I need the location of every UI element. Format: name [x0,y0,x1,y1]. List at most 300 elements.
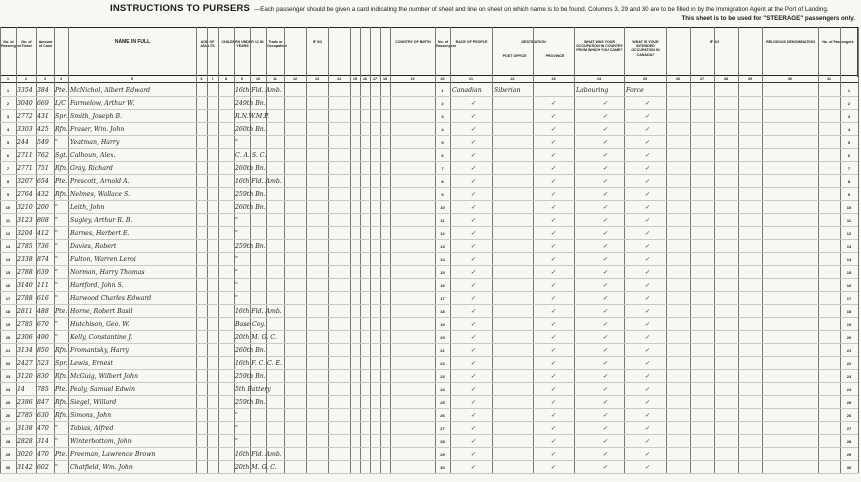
province-check: ✓ [550,204,556,211]
intended-check: ✓ [644,256,650,263]
rank-prefix: Pte. [55,386,68,393]
intended-check: ✓ [644,126,650,133]
ticket-number: 3120 [17,373,33,380]
province-check: ✓ [550,191,556,198]
province-check: ✓ [550,425,556,432]
rank-prefix: " [55,204,58,211]
table-row [0,149,858,162]
province-check: ✓ [550,386,556,393]
intended-check: ✓ [644,347,650,354]
column-number: 24 [597,77,601,81]
province-check: ✓ [550,464,556,471]
column-number: 11 [273,77,277,81]
table-row [0,188,858,201]
row-number-end: 22 [846,361,852,366]
rank-prefix: " [55,243,58,250]
table-row [0,370,858,383]
military-unit: 260th Bn. [235,204,266,211]
row-number: 24 [5,387,11,392]
table-row [0,461,858,474]
row-number-end: 27 [846,426,852,431]
header-intended: WHAT IS YOUR INTENDED OCCUPATION IN CANADA? [624,28,666,77]
cash-amount: 425 [37,126,49,133]
row-number-end: 6 [847,153,851,158]
row-number-end: 4 [847,127,851,132]
row-number: 1 [6,88,10,93]
header-blank [54,28,68,77]
row-number-repeat: 14 [440,257,445,262]
column-number: 7 [211,77,214,81]
column-number: 19 [410,77,415,81]
race-check: ✓ [470,256,476,263]
passenger-name: Pealy, Samuel Edwin [70,386,135,393]
intended-check: ✓ [644,438,650,445]
header-no-passenger-3: No. of Passengers [818,28,858,77]
occupation-check: ✓ [602,191,608,198]
race-check: ✓ [470,191,476,198]
intended-check: ✓ [644,334,650,341]
row-number-repeat: 28 [440,439,445,444]
column-number: 20 [440,77,445,81]
column-number: 1 [7,77,9,81]
race-check: ✓ [470,386,476,393]
province-check: ✓ [550,152,556,159]
column-number: 28 [724,77,728,81]
military-unit: 260th Bn. [235,126,266,133]
row-number-repeat: 24 [440,387,445,392]
rank-prefix: Rfn. [55,373,68,380]
province-check: ✓ [550,438,556,445]
table-row [0,162,858,175]
passenger-name: McNichol, Albert Edward [70,87,151,94]
military-unit: R.N.W.M.P. [235,113,270,120]
cash-amount: 111 [37,282,49,289]
intended-check: ✓ [644,100,650,107]
ticket-number: 3040 [17,100,33,107]
race-check: ✓ [470,438,476,445]
rank-prefix: Rfn. [55,191,68,198]
row-number-repeat: 4 [441,127,444,132]
row-number-end: 8 [847,179,851,184]
ticket-number: 2386 [17,399,33,406]
ticket-number: 2828 [17,438,33,445]
row-number: 22 [5,361,11,366]
race-check: ✓ [470,451,476,458]
cash-amount: 850 [37,347,49,354]
row-number-repeat: 8 [441,179,444,184]
row-number: 14 [5,257,11,262]
province-check: ✓ [550,139,556,146]
cash-amount: 470 [37,451,49,458]
passenger-name: Simons, John [70,412,112,419]
table-row [0,305,858,318]
table-row [0,136,858,149]
row-number: 8 [6,179,10,184]
rank-prefix: " [55,438,58,445]
race-check: ✓ [470,464,476,471]
table-row [0,357,858,370]
intended-check: ✓ [644,386,650,393]
military-unit: 259th Bn. [235,373,266,380]
intended-check: ✓ [644,412,650,419]
race-check: ✓ [470,113,476,120]
rank-prefix: " [55,425,58,432]
row-number-end: 1 [847,88,851,93]
instructions-text: —Each passenger should be given a card indicating the number of sheet and line on sheet on which name is to be found. Columns 3, 29 and 30 are to be filled in by the Immigration Agent at the Port of Landing. [254,6,829,13]
military-unit: 20th M. G. C. [235,334,277,341]
passenger-name: Norman, Harry Thomas [70,269,145,276]
military-unit: 16th Fld. Amb. [235,87,282,94]
post-office-label: POST OFFICE [502,54,527,59]
column-number: 27 [700,77,704,81]
military-unit: Base Coy. [235,321,266,328]
table-row [0,331,858,344]
rank-prefix: " [55,282,58,289]
row-number-repeat: 1 [441,88,444,93]
cash-amount: 314 [37,438,49,445]
column-number: 5 [131,77,133,81]
ticket-number: 2427 [17,360,33,367]
occupation-check: ✓ [602,230,608,237]
intended-check: ✓ [644,165,650,172]
row-number: 30 [5,465,11,470]
column-number: 21 [469,77,473,81]
province-check: ✓ [550,178,556,185]
ticket-number: 3020 [17,451,33,458]
header-if-so-2: IF SO [666,28,762,77]
occupation-check: ✓ [602,152,608,159]
intended-check: ✓ [644,269,650,276]
row-number-end: 11 [846,218,852,223]
ticket-number: 14 [17,386,25,393]
occupation-check: ✓ [602,321,608,328]
rank-prefix: Rfn. [55,399,68,406]
row-number-repeat: 25 [440,400,445,405]
race-check: ✓ [470,425,476,432]
rank-prefix: Rfn. [55,347,68,354]
column-number: 10 [256,77,260,81]
row-number-repeat: 2 [441,101,444,106]
table-row [0,201,858,214]
race-check: ✓ [470,399,476,406]
passenger-name: Horne, Robert Basil [70,308,133,315]
column-number: 6 [200,77,203,81]
occupation-check: ✓ [602,139,608,146]
military-unit: " [235,282,238,289]
rank-prefix: " [55,256,58,263]
race-check: ✓ [470,178,476,185]
row-number-repeat: 29 [440,452,445,457]
cash-amount: 470 [37,425,49,432]
province-check: ✓ [550,451,556,458]
occupation-check: ✓ [602,204,608,211]
row-number-end: 20 [846,335,852,340]
ticket-number: 244 [17,139,29,146]
passenger-name: Siegel, Willard [70,399,117,406]
military-unit: " [235,269,238,276]
military-unit: " [235,139,238,146]
passenger-name: Prescott, Arnold A. [70,178,130,185]
rank-prefix: Pte. [55,308,68,315]
occupation-check: ✓ [602,438,608,445]
row-number-repeat: 10 [440,205,445,210]
rank-prefix: " [55,295,58,302]
ticket-number: 2788 [17,295,33,302]
header-occupation: WHAT WAS YOUR OCCUPATION IN COUNTRY FROM WHICH YOU CAME? [574,28,624,77]
military-unit: " [235,217,238,224]
table-row [0,253,858,266]
occupation-check: ✓ [602,412,608,419]
column-number-row [0,76,858,83]
occupation-value: Labouring [576,87,609,94]
column-number: 23 [551,77,556,81]
column-number: 3 [44,77,46,81]
header-cash: Amount of Cash [36,28,54,77]
race-check: ✓ [470,269,476,276]
military-unit: 259th Bn. [235,399,266,406]
row-number-repeat: 22 [440,361,445,366]
intended-value: Force [626,87,644,94]
race-check: ✓ [470,412,476,419]
province-check: ✓ [550,399,556,406]
cash-amount: 654 [37,178,49,185]
province-check: ✓ [550,269,556,276]
military-unit: " [235,256,238,263]
row-number-end: 19 [846,322,852,327]
intended-check: ✓ [644,139,650,146]
military-unit: 16th Fld. Amb. [235,178,282,185]
ticket-number: 3123 [17,217,33,224]
cash-amount: 488 [37,308,49,315]
intended-check: ✓ [644,308,650,315]
column-number: 9 [241,77,243,81]
row-number-end: 28 [846,439,852,444]
column-number: 22 [510,77,515,81]
column-number: 13 [315,77,319,81]
province-check: ✓ [550,321,556,328]
row-number-repeat: 19 [440,322,445,327]
province-check: ✓ [550,230,556,237]
table-row [0,383,858,396]
passenger-name: Davies, Robert [70,243,117,250]
occupation-check: ✓ [602,165,608,172]
header-age-adults: AGE OF ADULTS [196,28,218,77]
column-number: 16 [363,77,367,81]
row-number-repeat: 12 [440,231,445,236]
intended-check: ✓ [644,451,650,458]
row-number-end: 17 [846,296,852,301]
column-number: 12 [293,77,297,81]
intended-check: ✓ [644,191,650,198]
row-number-end: 14 [846,257,852,262]
row-number-repeat: 13 [440,244,445,249]
occupation-check: ✓ [602,386,608,393]
passenger-name: Barnes, Herbert E. [70,230,130,237]
race-check: ✓ [470,100,476,107]
occupation-check: ✓ [602,425,608,432]
passenger-name: Smith, Joseph B. [70,113,122,120]
ticket-number: 2338 [17,256,33,263]
cash-amount: 847 [37,399,49,406]
ticket-number: 2785 [17,412,33,419]
table-row [0,344,858,357]
rank-prefix: " [55,334,58,341]
occupation-check: ✓ [602,295,608,302]
instructions-title: INSTRUCTIONS TO PURSERS [110,3,251,14]
province-check: ✓ [550,217,556,224]
military-unit: 259th Bn. [235,243,266,250]
row-number-end: 29 [846,452,852,457]
table-row [0,279,858,292]
passenger-name: Kelly, Constantine J. [70,334,133,341]
ticket-number: 2788 [17,269,33,276]
row-number-end: 23 [846,374,852,379]
row-number: 7 [6,166,10,171]
province-check: ✓ [550,256,556,263]
row-number-end: 13 [846,244,852,249]
ticket-number: 2811 [17,308,33,315]
ticket-number: 3142 [17,464,33,471]
row-number-end: 26 [846,413,852,418]
passenger-name: Gray, Richard [70,165,113,172]
intended-check: ✓ [644,321,650,328]
row-number-end: 7 [847,166,851,171]
column-number: 4 [60,77,62,81]
passenger-name: Tobias, Alfred [70,425,114,432]
row-number-repeat: 18 [440,309,445,314]
table-row [0,227,858,240]
header-no-passenger-2: No. of Passengers [435,28,450,77]
post-office-value: Siberian [494,87,521,94]
ticket-number: 3204 [17,230,33,237]
passenger-name: Leith, John [70,204,105,211]
race-check: ✓ [470,295,476,302]
cash-amount: 639 [37,269,49,276]
cash-amount: 549 [37,139,49,146]
ticket-number: 2771 [17,165,33,172]
military-unit: 260th Bn. [235,165,266,172]
row-number: 6 [6,153,10,158]
row-number-end: 5 [847,140,851,145]
header-name: NAME IN FULL [68,28,196,77]
rank-prefix: Pte. [55,178,68,185]
race-check: ✓ [470,126,476,133]
ticket-number: 3140 [17,282,33,289]
header-country: COUNTRY OF BIRTH [390,28,435,77]
occupation-check: ✓ [602,399,608,406]
row-number-end: 30 [846,465,852,470]
occupation-check: ✓ [602,373,608,380]
rank-prefix: " [55,321,58,328]
ticket-number: 3134 [17,347,33,354]
military-unit: 16th Fld. Amb. [235,308,282,315]
column-number: 25 [643,77,647,81]
intended-check: ✓ [644,243,650,250]
occupation-check: ✓ [602,334,608,341]
row-number-repeat: 15 [440,270,445,275]
occupation-check: ✓ [602,451,608,458]
rank-prefix: " [55,230,58,237]
column-header-band [0,27,858,76]
intended-check: ✓ [644,399,650,406]
table-row [0,396,858,409]
race-check: ✓ [470,347,476,354]
province-check: ✓ [550,243,556,250]
passenger-name: Lewis, Ernest [70,360,113,367]
row-number-repeat: 26 [440,413,445,418]
passenger-name: Fulton, Warren Leroi [70,256,136,263]
row-number-end: 21 [846,348,852,353]
row-number-end: 2 [847,101,851,106]
header-trade: Trade or Occupation [266,28,284,77]
race-value: Canadian [452,87,482,94]
ticket-number: 2306 [17,334,33,341]
column-number: 18 [383,77,387,81]
row-number: 5 [6,140,10,145]
ticket-number: 3303 [17,126,33,133]
ticket-number: 2711 [17,152,33,159]
occupation-check: ✓ [602,308,608,315]
province-check: ✓ [550,295,556,302]
ticket-number: 3210 [17,204,33,211]
intended-check: ✓ [644,295,650,302]
race-check: ✓ [470,334,476,341]
rank-prefix: Rfn. [55,126,68,133]
row-number: 11 [5,218,11,223]
province-check: ✓ [550,165,556,172]
province-check: ✓ [550,126,556,133]
province-check: ✓ [550,373,556,380]
column-number: 30 [788,77,792,81]
table-row [0,110,858,123]
ticket-number: 2772 [17,113,33,120]
row-number: 12 [5,231,11,236]
row-number-end: 12 [846,231,852,236]
military-unit: 260th Bn. [235,347,266,354]
row-number: 19 [5,322,11,327]
intended-check: ✓ [644,373,650,380]
rank-prefix: " [55,464,58,471]
province-check: ✓ [550,113,556,120]
intended-check: ✓ [644,152,650,159]
passenger-name: Harwood Charles Edward [70,295,152,302]
intended-check: ✓ [644,178,650,185]
table-row [0,214,858,227]
row-number-repeat: 17 [440,296,445,301]
occupation-check: ✓ [602,126,608,133]
race-check: ✓ [470,308,476,315]
cash-amount: 384 [37,87,49,94]
intended-check: ✓ [644,464,650,471]
rank-prefix: Spr. [55,360,68,367]
rank-prefix: L/C [55,100,66,107]
row-number: 27 [5,426,11,431]
row-number: 10 [5,205,11,210]
row-number: 21 [5,348,11,353]
intended-check: ✓ [644,113,650,120]
occupation-check: ✓ [602,269,608,276]
ticket-number: 2785 [17,243,33,250]
row-number: 3 [6,114,10,119]
occupation-check: ✓ [602,113,608,120]
occupation-check: ✓ [602,347,608,354]
column-number: 14 [337,77,341,81]
row-number-end: 15 [846,270,852,275]
race-check: ✓ [470,230,476,237]
row-number: 17 [5,296,11,301]
row-number-end: 3 [847,114,851,119]
military-unit: 249th Bn. [235,100,266,107]
